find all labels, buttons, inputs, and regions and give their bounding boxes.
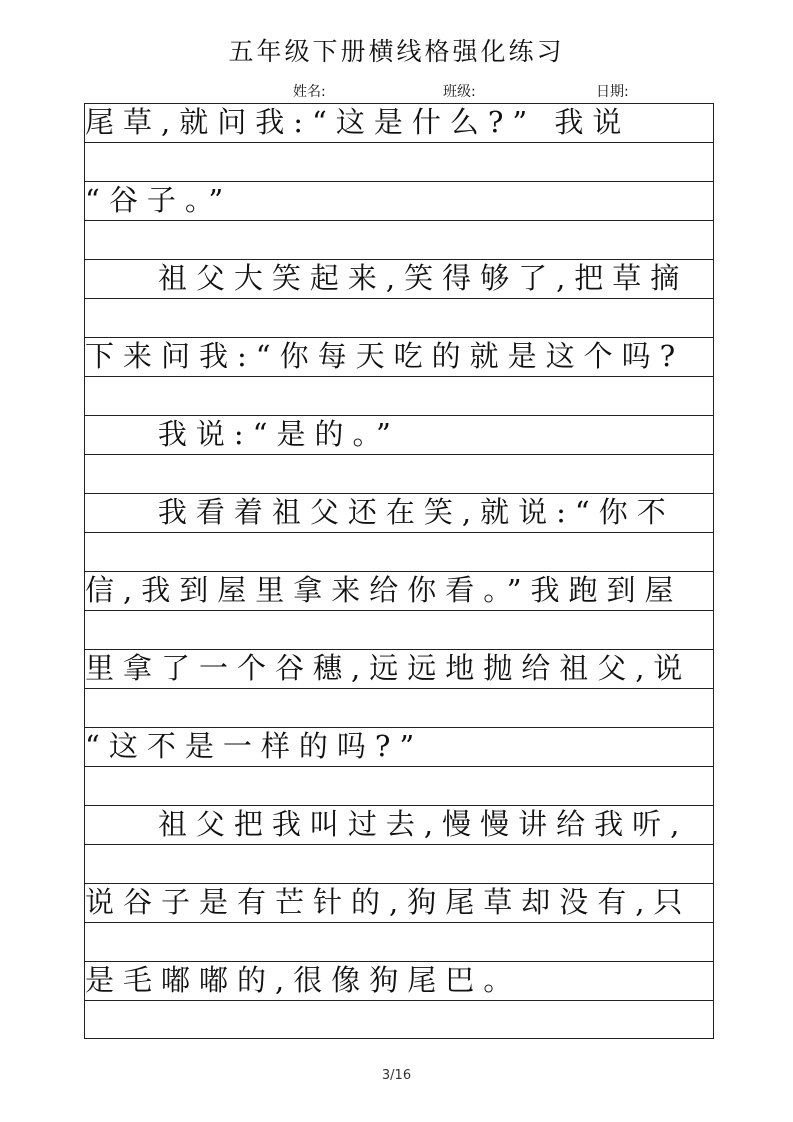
writing-line	[85, 494, 713, 533]
blank-line	[85, 611, 713, 650]
line-text: 下来问我:“你每天吃的就是这个吗?	[85, 339, 685, 373]
blank-line	[85, 221, 713, 260]
writing-line	[85, 260, 713, 299]
writing-line	[85, 806, 713, 845]
writing-line	[85, 650, 713, 689]
writing-line	[85, 884, 713, 923]
blank-line	[85, 533, 713, 572]
writing-line	[85, 416, 713, 455]
line-text: 是毛嘟嘟的,很像狗尾巴。	[85, 963, 522, 997]
line-text: 尾草,就问我:“这是什么?” 我说	[85, 105, 631, 139]
blank-line	[85, 1001, 713, 1040]
writing-line	[85, 962, 713, 1001]
line-text: 信,我到屋里拿来给你看。”我跑到屋	[85, 573, 683, 607]
blank-line	[85, 923, 713, 962]
blank-line	[85, 767, 713, 806]
blank-line	[85, 143, 713, 182]
blank-line	[85, 377, 713, 416]
blank-line	[85, 845, 713, 884]
line-text: 祖父把我叫过去,慢慢讲给我听,	[85, 807, 689, 841]
writing-line	[85, 572, 713, 611]
class-label: 班级:	[443, 84, 476, 100]
name-label: 姓名:	[293, 84, 326, 100]
blank-line	[85, 455, 713, 494]
writing-sheet	[84, 103, 714, 1039]
blank-line	[85, 689, 713, 728]
line-text: “这不是一样的吗?”	[85, 729, 424, 763]
page-number: 3/16	[381, 1068, 412, 1083]
line-text: 里拿了一个谷穗,远远地抛给祖父,说	[85, 651, 692, 685]
writing-line	[85, 104, 713, 143]
writing-line	[85, 728, 713, 767]
line-text: “谷子。”	[85, 183, 233, 217]
blank-line	[85, 299, 713, 338]
date-label: 日期:	[596, 84, 629, 100]
line-text: 说谷子是有芒针的,狗尾草却没有,只	[85, 885, 692, 919]
page-title: 五年级下册横线格强化练习	[228, 37, 565, 66]
line-text: 祖父大笑起来,笑得够了,把草摘	[85, 261, 689, 295]
line-text: 我说:“是的。”	[85, 417, 400, 451]
line-text: 我看着祖父还在笑,就说:“你不	[85, 495, 675, 529]
writing-line	[85, 182, 713, 221]
writing-line	[85, 338, 713, 377]
